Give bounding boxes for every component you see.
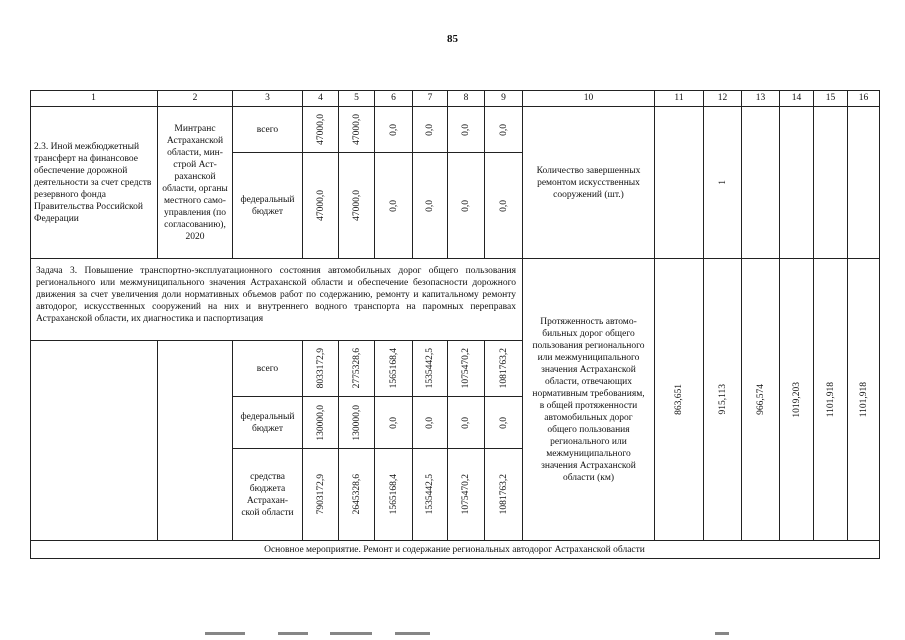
value: 0,0 [425,416,435,429]
value-cell [413,449,448,541]
target-cell [704,259,742,541]
value: 0,0 [388,123,399,136]
target-cell [655,259,704,541]
target-cell [780,259,814,541]
source-regional: средства бюджета Астраханской области [233,449,303,541]
value: 2775328,6 [351,348,362,389]
value: 1535442,5 [425,348,435,389]
header-col-14: 14 [780,90,814,107]
value-cell [485,449,523,541]
value-cell [303,341,339,397]
value-cell [413,107,448,153]
value: 1081763,2 [498,474,509,515]
scan-artifact [715,632,729,635]
value: 2645328,6 [351,474,362,515]
value-cell [448,341,485,397]
source-total: всего [233,107,303,153]
scan-artifact [395,632,430,635]
value-cell [413,153,448,259]
source-federal: федеральный бюджет [233,397,303,449]
header-col-6: 6 [375,90,413,107]
target-value: 1101,918 [858,381,869,418]
value: 1075470,2 [461,474,471,515]
target-value: 1101,918 [825,381,836,418]
value-cell [339,449,375,541]
value: 0,0 [498,123,509,136]
value: 0,0 [461,416,471,429]
value: 0,0 [425,199,435,212]
scan-artifact [278,632,308,635]
value: 0,0 [498,199,509,212]
value: 0,0 [425,123,435,136]
target-cell [814,259,848,541]
empty-cell [158,341,233,541]
value-cell [485,107,523,153]
value-cell [413,397,448,449]
value-cell [339,107,375,153]
header-col-15: 15 [814,90,848,107]
main-activity-row: Основное мероприятие. Ремонт и содержание региональных автодорог Астраханской области [30,541,880,559]
target-value: 863,651 [674,384,684,415]
value: 0,0 [498,416,509,429]
value-cell [375,397,413,449]
header-col-4: 4 [303,90,339,107]
value-cell [303,107,339,153]
value-cell [704,107,742,259]
empty-cell [780,107,814,259]
indicator-text: Количество завершенных ремонтом искусственных сооружений (шт.) [523,107,655,259]
value: 1075470,2 [461,348,471,389]
header-col-3: 3 [233,90,303,107]
value-cell [303,397,339,449]
value-cell [375,153,413,259]
value-cell [485,153,523,259]
header-col-13: 13 [742,90,780,107]
value: 1081763,2 [498,348,509,389]
value-cell [339,341,375,397]
header-col-5: 5 [339,90,375,107]
measure-name: 2.3. Иной межбюджетный трансферт на финансовое обеспечение дорожной деятельности за счет средств резервного фонда Правительства Российской Федерации [30,107,158,259]
value: 0,0 [461,123,471,136]
header-col-16: 16 [848,90,880,107]
value-cell [448,449,485,541]
value-cell [339,397,375,449]
value: 130000,0 [351,404,362,441]
value-cell [375,341,413,397]
source-federal: федеральный бюджет [233,153,303,259]
value-cell [485,397,523,449]
scan-artifact [205,632,245,635]
header-col-1: 1 [30,90,158,107]
header-col-12: 12 [704,90,742,107]
value-cell [448,397,485,449]
header-col-7: 7 [413,90,448,107]
value: 1565168,4 [388,474,399,515]
task-3-description: Задача 3. Повышение транспортно-эксплуатационного состояния автомобильных дорог общего пользования регионального или межмуниципального значения Астраханской области и обеспечение безопасности дорожного движения за счет увеличения доли нормативных объемов работ по содержанию, ремонту и капитальному ремонту автодорог, искусственных сооружений на них и внутреннего водного транспорта на паромных переправах Астраханской области, их диагностика и паспортизация [30,259,523,341]
value-cell [339,153,375,259]
value: 0,0 [388,199,399,212]
empty-cell [814,107,848,259]
empty-cell [848,107,880,259]
scan-artifact [330,632,372,635]
target-value: 915,113 [717,384,728,415]
target-cell [742,259,780,541]
value-cell [303,449,339,541]
value: 130000,0 [315,404,326,441]
value: 0,0 [461,199,471,212]
target-value: 1019,203 [791,381,802,418]
value: 1565168,4 [388,348,399,389]
header-col-11: 11 [655,90,704,107]
header-col-9: 9 [485,90,523,107]
value: 47000,0 [351,114,362,145]
target-value: 966,574 [755,384,766,415]
target-cell [848,259,880,541]
page-number: 85 [447,33,458,45]
value: 1535442,5 [425,474,435,515]
header-col-8: 8 [448,90,485,107]
value: 47000,0 [351,190,362,221]
header-col-10: 10 [523,90,655,107]
value-cell [303,153,339,259]
empty-cell [742,107,780,259]
value-cell [413,341,448,397]
empty-cell [655,107,704,259]
value: 47000,0 [315,114,326,145]
source-total: всего [233,341,303,397]
value-cell [485,341,523,397]
value: 47000,0 [315,190,326,221]
value-cell [375,449,413,541]
value: 7903172,9 [315,474,326,515]
value: 8033172,9 [315,348,326,389]
value: 0,0 [388,416,399,429]
empty-cell [30,341,158,541]
value-cell [375,107,413,153]
header-col-2: 2 [158,90,233,107]
executor: Минтранс Астраханской области, минстрой Астраханской области, органы местного самоуправления (по согласованию), 2020 [158,107,233,259]
value-cell [448,153,485,259]
value: 1 [717,180,728,185]
indicator-text: Протяженность автомобильных дорог общего пользования регионального или межмуниципального значения Астраханской области, отвечающих нормативным требованиям, в общей протяженности автомобильных дорог общего пользования регионального или межмуниципального значения Астраханской области (км) [523,259,655,541]
value-cell [448,107,485,153]
